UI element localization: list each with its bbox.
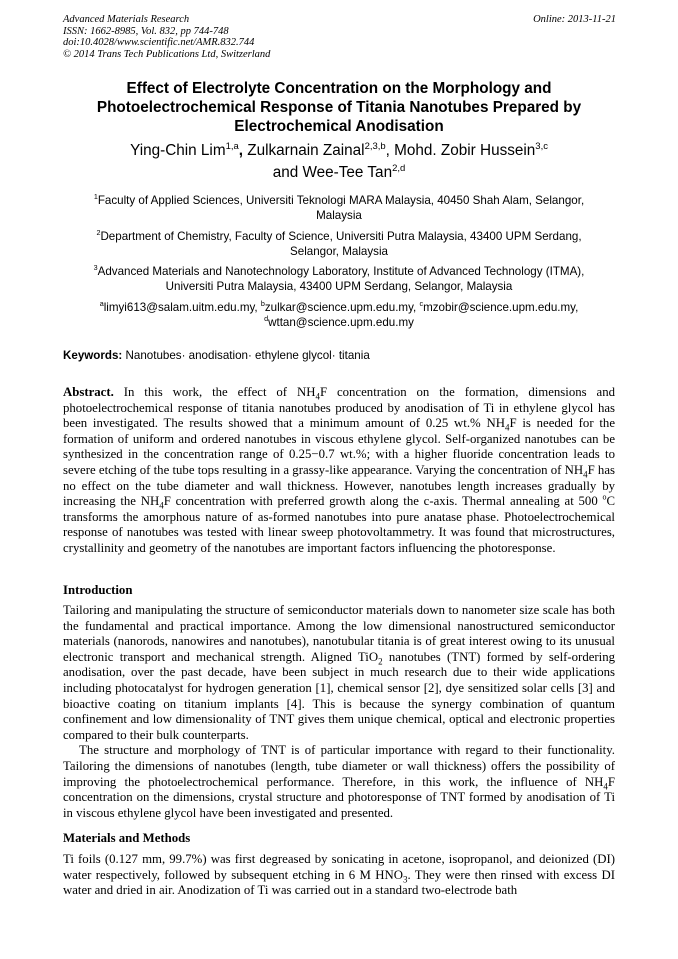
email-d-label: d xyxy=(264,314,269,324)
abstract-sup-5: o xyxy=(602,492,607,502)
affiliation-1-line-2: Malaysia xyxy=(316,209,362,223)
intro-p2-text-b: F concentration on the dimensions, crystal structure and photoresponse of TNT formed by anodisation of Ti in viscous ethylene glycol have been investigated and presented. xyxy=(63,774,615,820)
methods-heading: Materials and Methods xyxy=(63,831,191,845)
title-line-2: Photoelectrochemical Response of Titania Nanotubes Prepared by xyxy=(96,99,582,116)
methods-sub: 3 xyxy=(403,874,408,885)
abstract-sub-4: 4 xyxy=(159,500,164,511)
email-d[interactable]: wttan@science.upm.edu.my xyxy=(268,316,414,330)
affiliation-2 xyxy=(66,229,612,259)
author-separator: , xyxy=(238,142,243,159)
paper-title xyxy=(40,79,638,136)
author-4: and Wee-Tee Tan xyxy=(272,164,393,181)
author-3-affil: 3,c xyxy=(535,140,548,152)
abstract-text-2: F concentration on the formation, dimensions and photoelectrochemical response of titania nanotubes produced by anodisation of Ti in ethylene glycol has been investigated. The results showed that a minimum amount of 0.25 wt.% NH xyxy=(63,385,615,431)
abstract-text-4: F has no effect on the tube diameter and wall thickness. However, nanotubes length increases gradually by increasing the NH xyxy=(63,462,615,509)
intro-p2-text-a: The structure and morphology of TNT is of particular importance with regard to their functionality. Tailoring the dimensions of nanotubes (length, tube diameter or wall thickness) offers the possibility of improving the photoelectrochemical performance. Therefore, in this work, the influence of NH xyxy=(63,743,615,789)
author-1: Ying-Chin Lim xyxy=(130,142,226,159)
email-a-label: a xyxy=(99,299,104,309)
abstract-text-6: C transforms the amorphous nature of as-formed nanotubes into pure anatase phase. Photoelectrochemical response of nanotubes was tested with linear sweep photovoltammetry. It was found that microstructures, crystallinity and geometry of the nanotubes are important factors influencing the photoresponse. xyxy=(63,494,615,555)
affiliation-3-number: 3 xyxy=(93,263,98,273)
email-a[interactable]: limyi613@salam.uitm.edu.my, xyxy=(103,301,261,314)
author-4-affil: 2,d xyxy=(392,162,406,174)
journal-name: Advanced Materials Research xyxy=(63,14,190,25)
email-c-label: c xyxy=(419,299,424,309)
abstract-label: Abstract. xyxy=(63,385,114,399)
affiliation-2-line-2: Selangor, Malaysia xyxy=(290,245,388,259)
author-2-affil: 2,3,b xyxy=(364,140,386,152)
affiliation-3-line-2: Universiti Putra Malaysia, 43400 UPM Serdang, Selangor, Malaysia xyxy=(165,280,513,294)
affiliation-1-line-1: Faculty of Applied Sciences, Universiti Teknologi MARA Malaysia, 40450 Shah Alam, Selangor, xyxy=(97,194,585,207)
journal-header xyxy=(63,14,270,60)
introduction-heading: Introduction xyxy=(63,583,133,597)
email-b[interactable]: zulkar@science.upm.edu.my, xyxy=(264,301,420,314)
methods-text-b: . They were then rinsed with excess DI water and dried in air. Anodization of Ti was carried out in a standard two-electrode bath xyxy=(63,867,615,898)
affiliation-3-line-1: Advanced Materials and Nanotechnology Laboratory, Institute of Advanced Technology (ITMA), xyxy=(97,265,585,278)
abstract-sub-2: 4 xyxy=(504,422,510,433)
intro-p2-sub: 4 xyxy=(603,781,608,792)
introduction-paragraph-1 xyxy=(63,603,615,743)
keywords xyxy=(63,349,370,362)
online-date: Online: 2013-11-21 xyxy=(533,14,616,25)
introduction-body xyxy=(63,603,615,821)
affiliation-2-number: 2 xyxy=(96,228,101,238)
author-line-1 xyxy=(40,140,638,162)
email-b-label: b xyxy=(260,299,265,309)
intro-p1-text-b: nanotubes (TNT) formed by self-ordering anodisation, over the past decade, have been subject in much research due to their wide applications including photocatalyst for hydrogen generation [1], chemical sensor [2], dye sensitized solar cells [3] and bioactive coating on titanium implants [4]. This is because the synergy combination of quantum confinement and low dimensionality of TNT gives them unique chemical, optical and electronic properties compared to their bulk counterparts. xyxy=(63,649,616,742)
keywords-text: Nanotubes· anodisation· ethylene glycol· titania xyxy=(122,349,370,362)
doi-line: doi:10.4028/www.scientific.net/AMR.832.744 xyxy=(63,37,255,49)
keywords-label: Keywords: xyxy=(63,349,123,362)
intro-p1-sub: 2 xyxy=(378,656,383,667)
affiliation-3 xyxy=(66,264,612,294)
affiliation-2-line-1: Department of Chemistry, Faculty of Science, Universiti Putra Malaysia, 43400 UPM Serdang, xyxy=(100,230,582,243)
title-line-3: Electrochemical Anodisation xyxy=(234,118,444,135)
methods-text-a: Ti foils (0.127 mm, 99.7%) was first degreased by sonicating in acetone, isopropanol, and deionized (DI) water respectively, followed by subsequent etching in 6 M HNO xyxy=(63,852,615,882)
affiliation-1-number: 1 xyxy=(93,192,98,202)
author-line-2 xyxy=(40,162,638,184)
abstract xyxy=(63,385,615,557)
email-list xyxy=(66,300,612,330)
email-c[interactable]: mzobir@science.upm.edu.my, xyxy=(423,301,579,314)
author-1-affil: 1,a xyxy=(225,140,239,152)
title-line-1: Effect of Electrolyte Concentration on the Morphology and xyxy=(126,80,552,97)
issn-line: ISSN: 1662-8985, Vol. 832, pp 744-748 xyxy=(63,25,229,37)
copyright-line: © 2014 Trans Tech Publications Ltd, Switzerland xyxy=(63,48,271,60)
abstract-text-5: F concentration with preferred growth along the c-axis. Thermal annealing at 500 xyxy=(163,494,603,509)
abstract-sub-1: 4 xyxy=(315,391,320,402)
abstract-text-1: In this work, the effect of NH xyxy=(113,385,316,399)
introduction-paragraph-2 xyxy=(63,743,615,821)
affiliation-1 xyxy=(66,193,612,223)
methods-body xyxy=(63,852,615,899)
intro-p1-text-a: Tailoring and manipulating the structure of semiconductor materials down to nanometer size scale has both the fundamental and practical importance. Among the low dimensional nanostructured semiconductor materials (nanorods, nanowires and nanotubes), nanotubular titania is of great interest owing to its unusual electronic transport and mechanical strength. Aligned TiO xyxy=(63,603,615,664)
author-list xyxy=(40,140,638,184)
abstract-sub-3: 4 xyxy=(583,469,588,480)
author-2: Zulkarnain Zainal xyxy=(243,142,365,159)
abstract-text-3: F is needed for the formation of uniform and ordered nanotubes in viscous ethylene glycol. Self-organized nanotubes can be synthesized in the concentration range of 0.25−0.7 wt.%; with a higher fluoride concentration leads to severe etching of the tube tops resulting in a grassy-like appearance. Varying the concentration of NH xyxy=(63,416,616,477)
author-3: , Mohd. Zobir Hussein xyxy=(385,142,536,159)
